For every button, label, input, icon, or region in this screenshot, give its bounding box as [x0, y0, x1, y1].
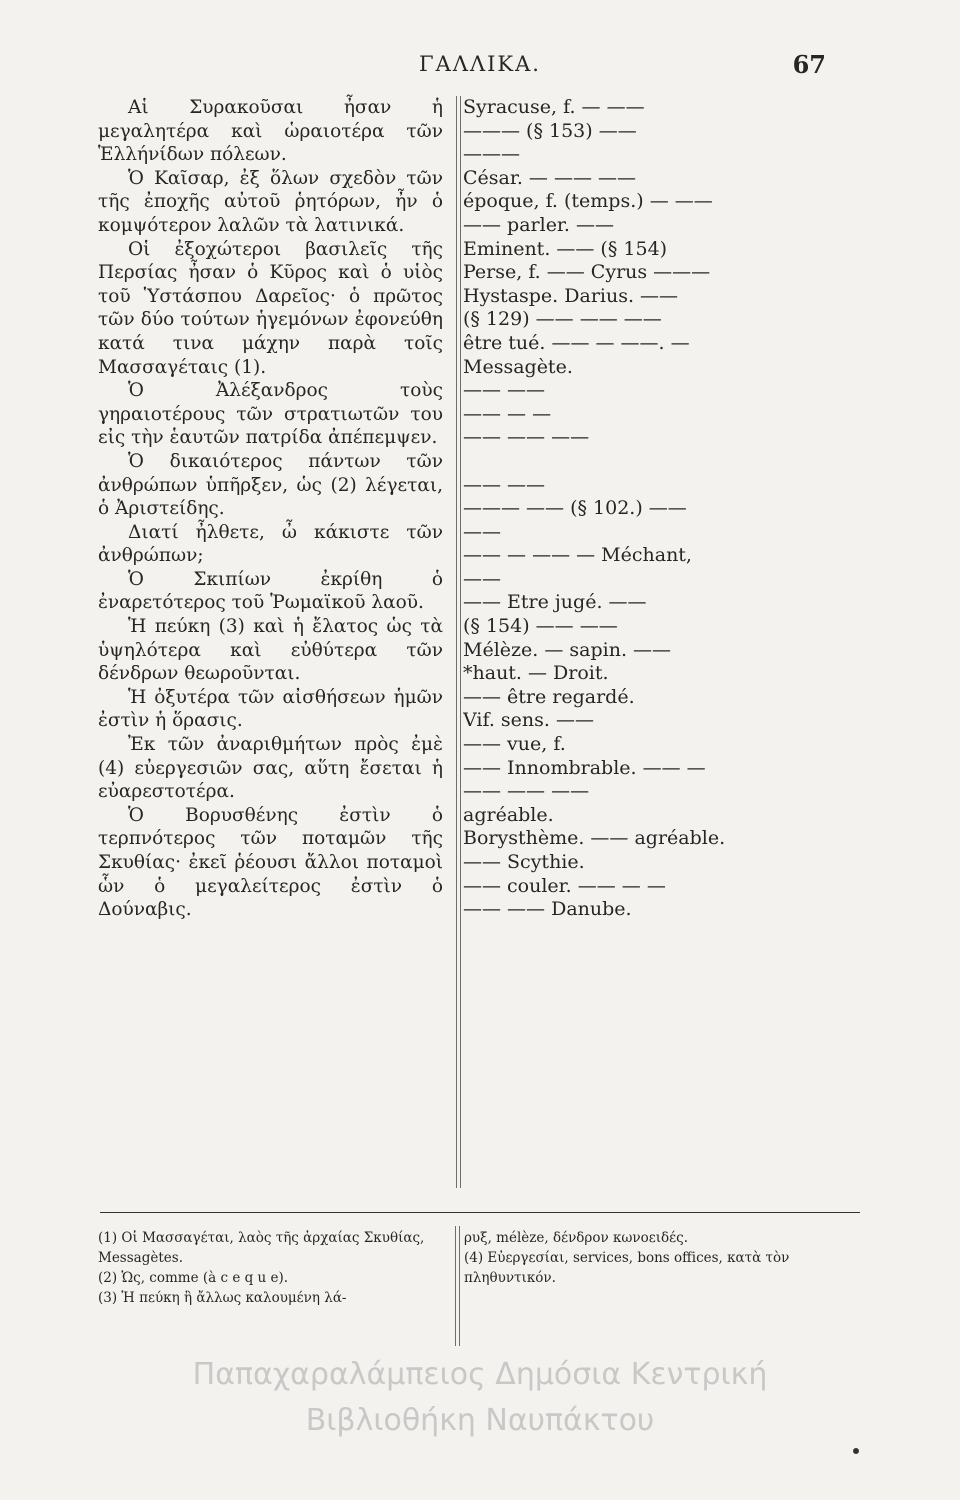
glossary-line: Mélèze. — sapin. ——	[463, 638, 672, 661]
glossary-line: —— —— Danube.	[463, 898, 632, 921]
column-divider	[456, 96, 461, 1188]
glossary-line: ——	[463, 520, 501, 543]
exercise-paragraph: Ὁ δικαιότερος πάντων τῶν ἀνθρώπων ὑπῆρξεν, ὡς (2) λέγεται, ὁ Ἀριστείδης.	[98, 450, 443, 520]
glossary-line: Borysthème. —— agréable.	[463, 827, 726, 850]
exercise-paragraph: Ὁ Σκιπίων ἐκρίθη ὁ ἐναρετότερος τοῦ Ῥωμαϊκοῦ λαοῦ.	[98, 568, 443, 614]
ink-dot	[853, 1448, 859, 1454]
library-watermark	[0, 1352, 960, 1444]
footnote-separator	[100, 1212, 860, 1213]
glossary-line	[463, 450, 863, 474]
footnote: (1) Οἱ Μασσαγέται, λαὸς τῆς ἀρχαίας Σκυθίας, Messagètes.	[98, 1230, 425, 1266]
running-head: ΓΑΛΛΙΚΑ.	[419, 52, 541, 76]
french-glossary-column	[463, 96, 863, 922]
glossary-line: —— — —	[463, 402, 552, 425]
glossary-line: ——— (§ 153) ——	[463, 119, 637, 142]
exercise-paragraph: Ἡ ὀξυτέρα τῶν αἰσθήσεων ἡμῶν ἐστὶν ἡ ὅρασις.	[98, 686, 443, 732]
glossary-line: —— ——	[463, 473, 546, 496]
glossary-line: —— Innombrable. —— —	[463, 756, 706, 779]
glossary-line: César. — —— ——	[463, 166, 637, 189]
glossary-line: —— Scythie.	[463, 851, 585, 873]
glossary-line: époque, f. (temps.) — ——	[463, 190, 713, 213]
footnote: (4) Εὐεργεσίαι, services, bons offices, κατὰ τὸν πληθυντικόν.	[464, 1250, 790, 1286]
footnote: (2) Ὡς, comme (à c e q u e).	[98, 1270, 289, 1286]
glossary-line: (§ 129) —— —— ——	[463, 308, 662, 331]
exercise-paragraph: Ὁ Βορυσθένης ἐστὶν ὁ τερπνότερος τῶν ποταμῶν τῆς Σκυθίας· ἐκεῖ ῥέουσι ἄλλοι ποταμοὶ ὧν ὁ μεγαλείτερος ἐστὶν ὁ Δούναβις.	[98, 804, 443, 921]
glossary-line: agréable.	[463, 803, 554, 826]
watermark-line: Παπαχαραλάμπειος Δημόσια Κεντρική	[192, 1357, 768, 1392]
footnote: (3) Ἡ πεύκη ἢ ἄλλως καλουμένη λά-	[98, 1290, 347, 1306]
glossary-line: —— —— ——	[463, 780, 590, 803]
watermark-line: Βιβλιοθήκη Ναυπάκτου	[305, 1403, 655, 1438]
glossary-line: Hystaspe. Darius. ——	[463, 284, 679, 307]
glossary-line: Vif. sens. ——	[463, 709, 594, 732]
glossary-line: être tué. —— — ——. —	[463, 331, 690, 354]
footnotes-right	[464, 1228, 844, 1288]
page-number: 67	[792, 50, 826, 79]
exercise-paragraph: Ὁ Καῖσαρ, ἐξ ὅλων σχεδὸν τῶν τῆς ἐποχῆς αὐτοῦ ῥητόρων, ἦν ὁ κομψότερον λαλῶν τὰ λατινικά.	[98, 167, 443, 236]
glossary-line: —— Etre jugé. ——	[463, 591, 647, 614]
glossary-line: —— couler. —— — —	[463, 874, 666, 897]
footnote-column-divider	[455, 1226, 460, 1346]
glossary-line: Eminent. —— (§ 154)	[463, 237, 668, 260]
exercise-paragraph: Αἱ Συρακοῦσαι ἦσαν ἡ μεγαλητέρα καὶ ὡραιοτέρα τῶν Ἑλλήνίδων πόλεων.	[98, 97, 443, 166]
exercise-paragraph: Ἐκ τῶν ἀναριθμήτων πρὸς ἐμὲ (4) εὐεργεσιῶν σας, αὕτη ἔσεται ἡ εὐαρεστοτέρα.	[98, 734, 443, 803]
glossary-line: (§ 154) —— ——	[463, 615, 618, 638]
exercise-paragraph: Διατί ἦλθετε, ὦ κάκιστε τῶν ἀνθρώπων;	[98, 521, 443, 567]
glossary-line: —— être regardé.	[463, 685, 635, 708]
exercise-paragraph: Ὁ Ἀλέξανδρος τοὺς γηραιοτέρους τῶν στρατιωτῶν του εἰς τὴν ἑαυτῶν πατρίδα ἀπέπεμψεν.	[98, 380, 443, 449]
footnote: ρυξ, mélèze, δένδρον κωνοειδές.	[464, 1230, 689, 1246]
glossary-line: —— parler. ——	[463, 213, 615, 236]
glossary-line: Perse, f. —— Cyrus ———	[463, 261, 711, 284]
glossary-line: Syracuse, f. — ——	[463, 96, 645, 118]
glossary-line: *haut. — Droit.	[463, 662, 609, 685]
glossary-line: ———	[463, 143, 520, 166]
glossary-line: ——	[463, 567, 501, 590]
glossary-line: —— — —— — Méchant,	[463, 544, 692, 567]
glossary-line: ——— —— (§ 102.) ——	[463, 497, 687, 520]
glossary-line: —— vue, f.	[463, 733, 566, 756]
glossary-line: —— —— ——	[463, 426, 590, 449]
footnotes-left	[98, 1228, 450, 1308]
exercise-paragraph: Οἱ ἐξοχώτεροι βασιλεῖς τῆς Περσίας ἦσαν ὁ Κῦρος καὶ ὁ υἱὸς τοῦ Ὑστάσπου Δαρεῖος· ὁ πρῶτος τῶν δύο τούτων ἡγεμόνων ἐφονεύθη κατά τινα μάχην παρὰ τοῖς Μασσαγέταις (1).	[98, 238, 443, 378]
exercise-paragraph: Ἡ πεύκη (3) καὶ ἡ ἔλατος ὡς τὰ ὑψηλότερα καὶ εὐθύτερα τῶν δένδρων θεωροῦνται.	[98, 616, 443, 685]
greek-exercise-column	[98, 96, 443, 922]
glossary-line: —— ——	[463, 379, 546, 402]
glossary-line: Messagète.	[463, 355, 573, 378]
